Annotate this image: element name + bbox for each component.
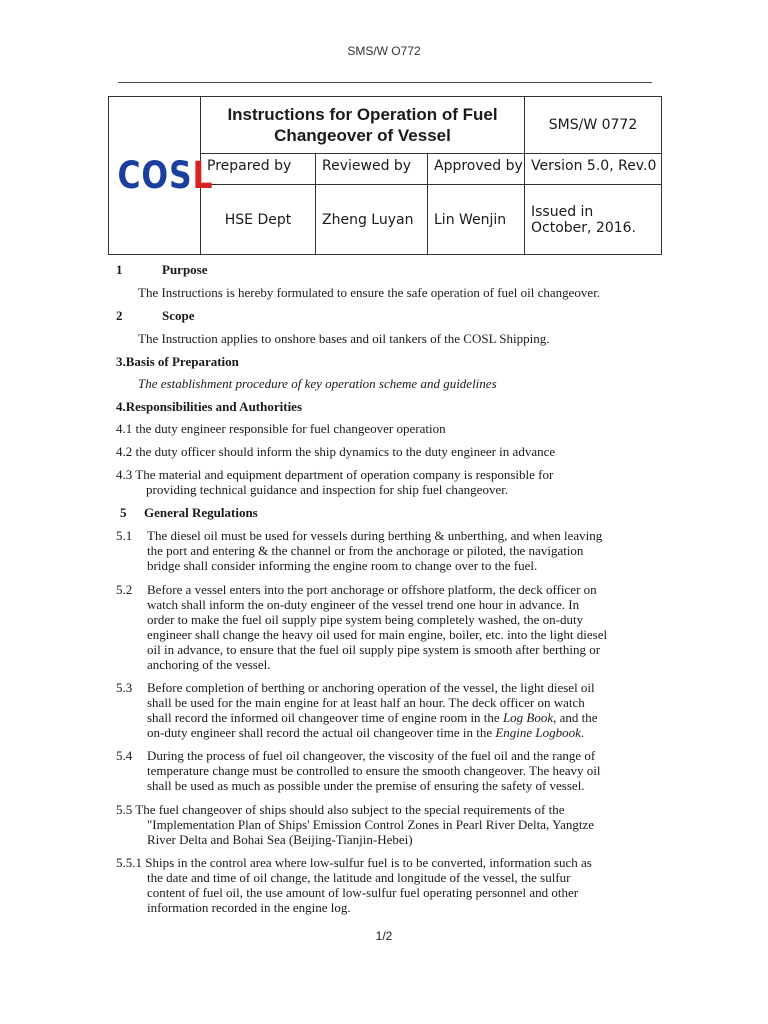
version-label: Version 5.0, Rev.0 xyxy=(525,154,662,185)
section-5-4-line-1: During the process of fuel oil changeover, the viscosity of the fuel oil and the range of xyxy=(147,748,596,763)
section-5-1-line-3: bridge shall consider informing the engine room to change over to the fuel. xyxy=(147,558,538,573)
document-title xyxy=(201,97,525,154)
section-5-2-line-1: Before a vessel enters into the port anchorage or offshore platform, the deck officer on xyxy=(147,582,597,597)
section-5-5-1-line-2: the date and time of oil change, the latitude and longitude of the vessel, the sulfur xyxy=(147,870,571,885)
prepared-label: Prepared by xyxy=(201,154,316,185)
section-5-5-1-line-1: 5.5.1 Ships in the control area where low-sulfur fuel is to be converted, information such as xyxy=(116,855,592,870)
title-line-1: Instructions for Operation of Fuel xyxy=(227,105,498,124)
section-5-5-line-1: 5.5 The fuel changeover of ships should also subject to the special requirements of the xyxy=(116,802,565,817)
section-4-title: 4.Responsibilities and Authorities xyxy=(116,399,303,414)
section-5-1-line-1: The diesel oil must be used for vessels during berthing & unberthing, and when leaving xyxy=(147,528,603,543)
doc-code-cell: SMS/W 0772 xyxy=(525,97,662,154)
logo-cell xyxy=(109,97,214,255)
section-5-1-line-2: the port and entering & the channel or from the anchorage or piloted, the navigation xyxy=(147,543,584,558)
page-number: 1/2 xyxy=(375,929,393,943)
section-3-title: 3.Basis of Preparation xyxy=(116,354,239,369)
section-1-number: 1 xyxy=(116,262,123,277)
section-5-2-line-5: oil in advance, to ensure that the fuel oil supply pipe system is smooth after berthing or xyxy=(147,642,601,657)
section-5-4-line-3: shall be used as much as possible under the premise of ensuring the safety of vessel. xyxy=(147,778,585,793)
section-5-2-number: 5.2 xyxy=(116,582,133,597)
issue-date: Issued in October, 2016. xyxy=(525,185,662,255)
cosl-logo: COSL xyxy=(117,154,214,197)
section-5-5-1-line-3: content of fuel oil, the use amount of low-sulfur fuel operating personnel and other xyxy=(147,885,579,900)
section-1-title: Purpose xyxy=(162,262,208,277)
section-5-5-line-2: "Implementation Plan of Ships' Emission Control Zones in Pearl River Delta, Yangtze xyxy=(147,817,595,832)
document-control-table xyxy=(108,96,662,255)
section-5-1-number: 5.1 xyxy=(116,528,133,543)
header-doc-code: SMS/W O772 xyxy=(347,44,421,58)
section-5-2-line-2: watch shall inform the on-duty engineer of the vessel trend one hour in advance. In xyxy=(147,597,580,612)
approved-by: Lin Wenjin xyxy=(428,185,525,255)
reviewed-label: Reviewed by xyxy=(316,154,428,185)
section-5-4-number: 5.4 xyxy=(116,748,133,763)
section-4-1: 4.1 the duty engineer responsible for fuel changeover operation xyxy=(116,421,446,436)
section-5-3-line-4: on-duty engineer shall record the actual oil changeover time in the Engine Logbook. xyxy=(147,725,585,740)
header-rule xyxy=(118,82,652,83)
section-5-2-line-4: engineer shall change the heavy oil used for main engine, boiler, etc. into the light diesel xyxy=(147,627,608,642)
section-5-2-line-6: anchoring of the vessel. xyxy=(147,657,271,672)
prepared-by: HSE Dept xyxy=(201,185,316,255)
section-4-3-line-2: providing technical guidance and inspection for ship fuel changeover. xyxy=(146,482,509,497)
approved-label: Approved by xyxy=(428,154,525,185)
section-5-3-line-2: shall be used for the main engine for at least half an hour. The deck officer on watch xyxy=(147,695,585,710)
section-5-5-1-line-4: information recorded in the engine log. xyxy=(147,900,351,915)
section-5-2-line-3: order to make the fuel oil supply pipe system being completely washed, the on-duty xyxy=(147,612,584,627)
section-5-5-line-3: River Delta and Bohai Sea (Beijing-Tianjin-Hebei) xyxy=(147,832,413,847)
section-4-2: 4.2 the duty officer should inform the ship dynamics to the duty engineer in advance xyxy=(116,444,556,459)
section-2-number: 2 xyxy=(116,308,123,323)
section-3-text: The establishment procedure of key operation scheme and guidelines xyxy=(138,376,497,391)
section-5-3-line-3: shall record the informed oil changeover time of engine room in the Log Book, and the xyxy=(147,710,598,725)
section-5-4-line-2: temperature change must be controlled to ensure the smooth changeover. The heavy oil xyxy=(147,763,601,778)
section-5-3-number: 5.3 xyxy=(116,680,133,695)
section-4-3-line-1: 4.3 The material and equipment department of operation company is responsible for xyxy=(116,467,554,482)
title-line-2: Changeover of Vessel xyxy=(274,126,451,145)
section-2-title: Scope xyxy=(162,308,195,323)
section-5-number: 5 xyxy=(120,505,127,520)
section-2-text: The Instruction applies to onshore bases and oil tankers of the COSL Shipping. xyxy=(138,331,550,346)
reviewed-by: Zheng Luyan xyxy=(316,185,428,255)
section-5-3-line-1: Before completion of berthing or anchoring operation of the vessel, the light diesel oil xyxy=(147,680,595,695)
section-1-text: The Instructions is hereby formulated to ensure the safe operation of fuel oil changeover. xyxy=(138,285,601,300)
section-5-title: General Regulations xyxy=(144,505,258,520)
